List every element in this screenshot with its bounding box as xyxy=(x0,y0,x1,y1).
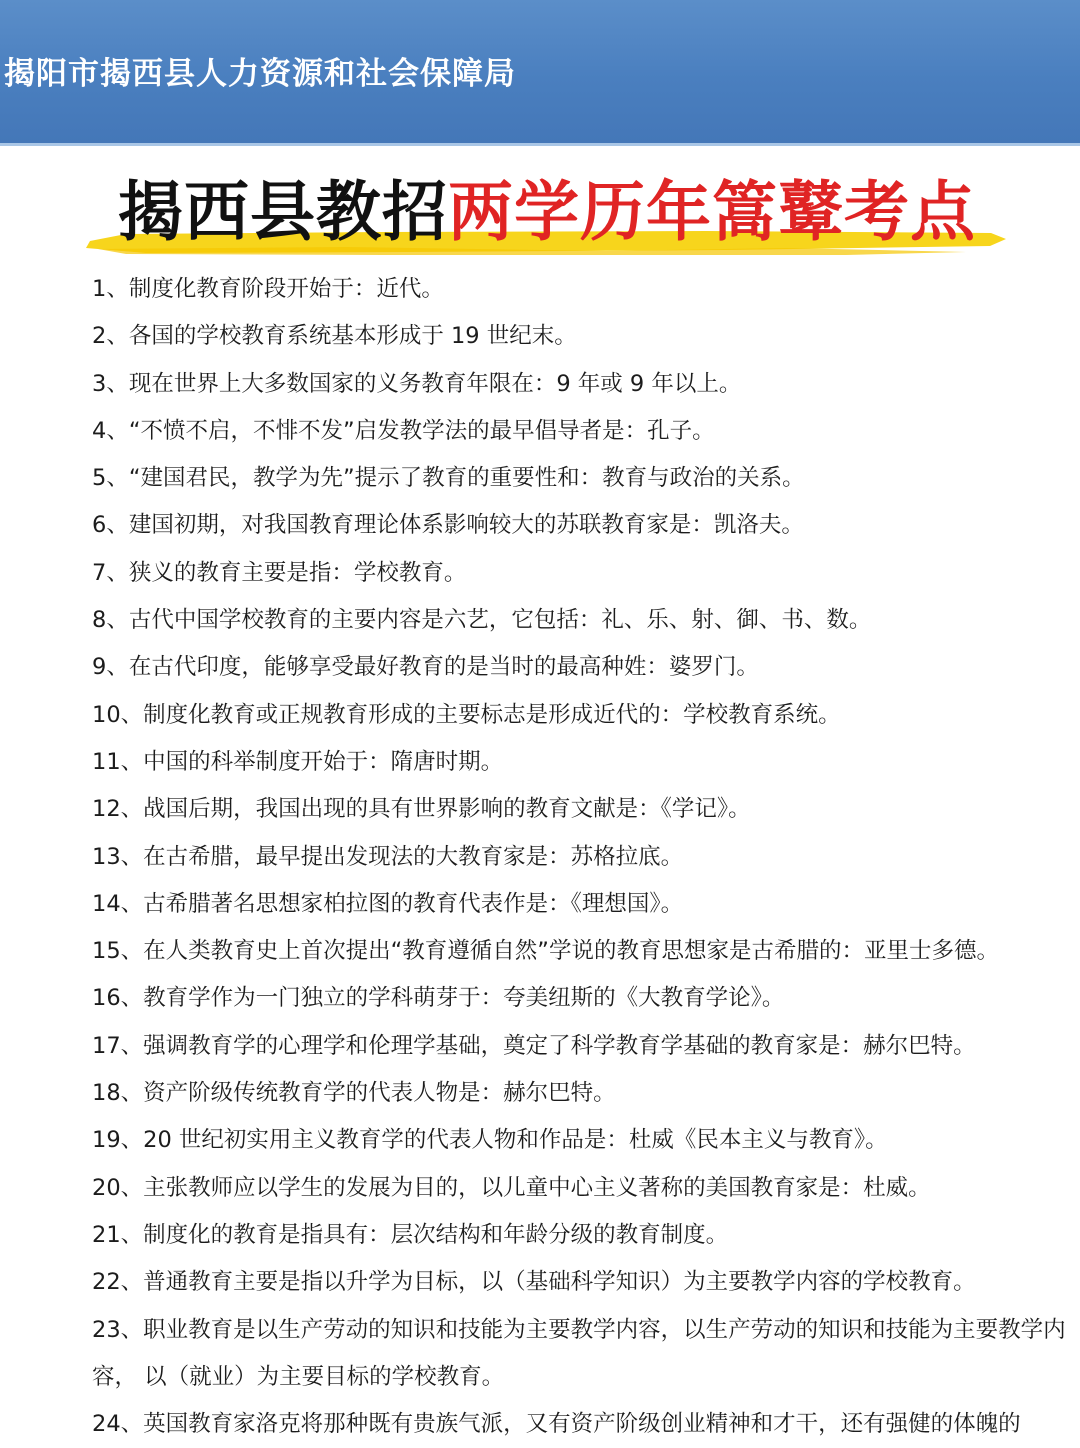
list-item: 11、中国的科举制度开始于：隋唐时期。 xyxy=(92,748,504,775)
list-item: 23、职业教育是以生产劳动的知识和技能为主要教学内容，以生产劳动的知识和技能为主要教学内容， 以（就业）为主要目标的学校教育。 xyxy=(92,1316,1066,1390)
agency-name: 揭阳市揭西县人力资源和社会保障局 xyxy=(4,56,516,92)
page-title-black-part: 揭西县教招 xyxy=(118,174,449,250)
list-item: 8、古代中国学校教育的主要内容是六艺，它包括：礼、乐、射、御、书、数。 xyxy=(92,607,872,634)
list-item: 6、建国初期，对我国教育理论体系影响较大的苏联教育家是：凯洛夫。 xyxy=(92,512,804,539)
list-item: 4、“不愤不启，不悱不发”启发教学法的最早倡导者是：孔子。 xyxy=(92,417,715,444)
list-item: 17、强调教育学的心理学和伦理学基础，奠定了科学教育学基础的教育家是：赫尔巴特。 xyxy=(92,1032,976,1059)
list-item: 24、英国教育家洛克将那种既有贵族气派，又有资产阶级创业精神和才干，还有强健的体魄的 xyxy=(92,1411,1021,1438)
list-item: 1、制度化教育阶段开始于：近代。 xyxy=(92,276,444,302)
list-item: 3、现在世界上大多数国家的义务教育年限在：9 年或 9 年以上。 xyxy=(92,370,742,397)
list-item: 18、资产阶级传统教育学的代表人物是：赫尔巴特。 xyxy=(92,1080,616,1107)
header-banner xyxy=(0,0,1080,146)
list-item: 15、在人类教育史上首次提出“教育遵循自然”学说的教育思想家是古希腊的：亚里士多德。 xyxy=(92,938,999,965)
list-item: 19、20 世纪初实用主义教育学的代表人物和作品是：杜威《民本主义与教育》。 xyxy=(92,1127,888,1154)
list-item: 7、狭义的教育主要是指：学校教育。 xyxy=(92,559,467,586)
title-block xyxy=(0,150,1080,270)
list-item: 16、教育学作为一门独立的学科萌芽于：夸美纽斯的《大教育学论》。 xyxy=(92,985,785,1012)
list-item: 10、制度化教育或正规教育形成的主要标志是形成近代的：学校教育系统。 xyxy=(92,701,841,728)
list-item: 9、在古代印度，能够享受最好教育的是当时的最高种姓：婆罗门。 xyxy=(92,654,759,681)
list-item: 20、主张教师应以学生的发展为目的，以儿童中心主义著称的美国教育家是：杜威。 xyxy=(92,1174,931,1201)
page-title-red-part: 两学历年篙鼙考点 xyxy=(448,174,977,250)
exam-points-list xyxy=(92,266,1067,1448)
list-item: 5、“建国君民，教学为先”提示了教育的重要性和：教育与政治的关系。 xyxy=(92,465,805,492)
list-item: 12、战国后期，我国出现的具有世界影响的教育文献是：《学记》。 xyxy=(92,796,751,823)
list-item: 22、普通教育主要是指以升学为目标，以（基础科学知识）为主要教学内容的学校教育。 xyxy=(92,1269,976,1296)
list-item: 2、各国的学校教育系统基本形成于 19 世纪末。 xyxy=(92,323,577,350)
list-item: 13、在古希腊，最早提出发现法的大教育家是：苏格拉底。 xyxy=(92,843,684,870)
page-title xyxy=(118,172,976,252)
list-item: 21、制度化的教育是指具有：层次结构和年龄分级的教育制度。 xyxy=(92,1221,729,1248)
list-item: 14、古希腊著名思想家柏拉图的教育代表作是：《理想国》。 xyxy=(92,890,684,917)
